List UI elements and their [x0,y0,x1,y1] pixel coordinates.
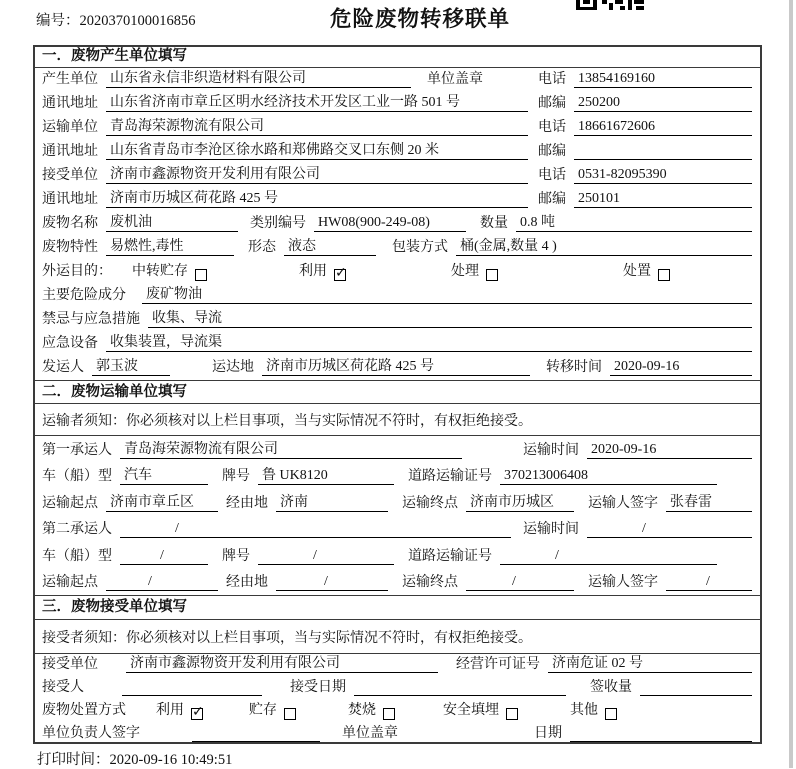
plate1-label: 牌号 [222,469,250,484]
trans-value: 青岛海荣源物流有限公司 [106,115,528,136]
amount-value [640,679,752,696]
addr2-value: 山东省青岛市李沧区徐水路和郑佛路交叉口东侧 20 米 [106,139,528,160]
carrier2-label: 第二承运人 [42,522,112,537]
transfer-time-label: 转移时间 [546,360,602,375]
accept-person-value [122,679,262,696]
addr1-zip-value: 250200 [574,95,752,112]
purpose-label: 外运目的： [42,264,112,279]
recv-phone-value: 0531-82095390 [574,167,752,184]
section2-header: 二．废物运输单位填写 [35,380,760,404]
license-value: 济南危证 02 号 [548,652,752,673]
origin1-label: 运输起点 [42,495,98,511]
carrier2-time-label: 运输时间 [523,522,579,537]
sign-date-label: 日期 [534,726,562,741]
via2-label: 经由地 [226,575,268,590]
producer-address-row [35,92,760,116]
sign1-value: 张春雷 [666,491,752,512]
taboo-value: 收集、导流 [148,307,752,328]
sign2-label: 运输人签字 [588,575,658,590]
trait-value: 易燃性,毒性 [106,235,234,256]
trans-label: 运输单位 [42,120,98,135]
pack-label: 包装方式 [392,240,448,255]
waste-cat-label: 类别编号 [250,216,306,231]
accept-date-value [354,679,566,696]
page-title: 危险废物转移联单 [330,7,511,31]
vehicle2-label: 车（船）型 [42,548,112,564]
print-time [37,748,232,769]
checkbox-icon [506,708,518,720]
transporter-address-row [35,140,760,164]
disposal-option-use: 利用 ✓ [156,699,203,719]
end1-value: 济南市历城区 [466,491,574,512]
producer-seal-label: 单位盖章 [427,72,483,87]
via2-value: / [276,574,388,591]
receiver-address-row [35,188,760,212]
addr2-zip-value [574,143,752,160]
addr2-zip-label: 邮编 [538,144,566,159]
checkbox-checked-icon [191,708,203,720]
plate2-value: / [258,548,394,565]
waste-trait-row [35,236,760,260]
trans-phone-value: 18661672606 [574,119,752,136]
hazardous-waste-transfer-form [33,45,762,744]
dest-value: 济南市历城区荷花路 425 号 [262,355,530,376]
waste-qty-label: 数量 [480,216,508,231]
carrier1-row [35,436,760,463]
vehicle1-value: 汽车 [120,464,208,485]
checkbox-icon [195,269,207,281]
section2-notice: 运输者须知：你必须核对以上栏目事项，当与实际情况不符时，有权拒绝接受。 [35,404,760,436]
recv-label: 接受单位 [42,168,98,183]
responsible-sign-row [35,723,760,746]
plate1-value: 鲁 UK8120 [258,464,394,485]
trait-label: 废物特性 [42,240,98,255]
accept-date-label: 接受日期 [290,680,346,695]
checkbox-icon [658,269,670,281]
checkbox-icon [605,708,617,720]
trans-phone-label: 电话 [538,120,566,135]
end2-value: / [466,574,574,591]
page-right-edge [789,0,793,768]
accept-unit-row [35,654,760,677]
checkbox-icon [284,708,296,720]
carrier2-value: / [120,521,511,538]
hazard-row [35,284,760,308]
producer-row [35,68,760,92]
carrier1-time-label: 运输时间 [523,442,579,458]
carrier2-row [35,516,760,543]
producer-phone-label: 电话 [538,72,566,87]
sign2-value: / [666,574,752,591]
recv-value: 济南市鑫源物资开发利用有限公司 [106,163,528,184]
waste-name-label: 废物名称 [42,216,98,231]
responsible-sign-value [192,725,320,742]
recv-phone-label: 电话 [538,168,566,183]
vehicle1-row [35,463,760,490]
checkbox-icon [383,708,395,720]
purpose-option-use: 利用 ✓ [299,260,346,280]
section3-header: 三．废物接受单位填写 [35,595,760,620]
section1-header: 一．废物产生单位填写 [35,47,760,68]
form-label: 形态 [248,240,276,255]
sign1-label: 运输人签字 [588,495,658,511]
vehicle2-row [35,542,760,569]
purpose-row [35,260,760,284]
permit2-value: / [500,548,717,565]
end1-label: 运输终点 [402,495,458,511]
vehicle2-value: / [120,548,208,565]
carrier1-label: 第一承运人 [42,442,112,458]
hazard-value: 废矿物油 [142,283,752,304]
section3-notice: 接受者须知：你必须核对以上栏目事项，当与实际情况不符时，有权拒绝接受。 [35,620,760,654]
producer-label: 产生单位 [42,72,98,87]
plate2-label: 牌号 [222,548,250,564]
waste-name-row [35,212,760,236]
transporter-row [35,116,760,140]
taboo-row [35,308,760,332]
origin2-value: / [106,574,218,591]
print-time-value: 2020-09-16 10:49:51 [109,752,233,768]
unit-seal-label: 单位盖章 [342,726,398,741]
disposal-label: 废物处置方式 [42,703,126,718]
end2-label: 运输终点 [402,575,458,590]
sign-date-value [570,725,752,742]
equip-value: 收集装置，导流渠 [106,331,752,352]
waste-cat-value: HW08(900-249-08) [314,215,466,232]
checkbox-icon [486,269,498,281]
accept-person-label: 接受人 [42,680,84,695]
qr-code-icon [576,0,644,11]
accept-unit-label: 接受单位 [42,657,98,672]
via1-value: 济南 [276,491,388,512]
accept-unit-value: 济南市鑫源物资开发利用有限公司 [126,652,438,673]
hazard-label: 主要危险成分 [42,288,126,303]
producer-value: 山东省永信非织造材料有限公司 [106,67,411,88]
serial-value: 2020370100016856 [79,13,196,29]
waste-qty-value: 0.8 吨 [516,211,752,232]
permit2-label: 道路运输证号 [408,548,492,564]
purpose-option-dispose: 处置 [623,260,670,280]
taboo-label: 禁忌与应急措施 [42,312,140,327]
checkbox-checked-icon [334,269,346,281]
pack-value: 桶(金属,数量 4 ) [456,235,752,256]
shipper-row [35,356,760,380]
addr1-value: 山东省济南市章丘区明水经济技术开发区工业一路 501 号 [106,91,528,112]
carrier1-value: 青岛海荣源物流有限公司 [120,438,462,459]
route2-row [35,569,760,596]
permit1-label: 道路运输证号 [408,469,492,484]
purpose-option-treat: 处理 [451,260,498,280]
disposal-option-other: 其他 [570,699,617,719]
dest-label: 运达地 [212,360,254,375]
via1-label: 经由地 [226,495,268,511]
serial-label: 编号： [36,13,80,29]
route1-row [35,489,760,516]
disposal-option-storage: 贮存 [249,699,296,719]
form-value: 液态 [284,235,376,256]
addr3-zip-value: 250101 [574,191,752,208]
disposal-option-landfill: 安全填埋 [443,699,518,719]
print-time-label: 打印时间： [37,752,110,768]
responsible-sign-label: 单位负责人签字 [42,726,140,741]
origin2-label: 运输起点 [42,575,98,590]
transfer-time-value: 2020-09-16 [610,359,752,376]
addr2-label: 通讯地址 [42,144,98,159]
equipment-row [35,332,760,356]
carrier1-time-value: 2020-09-16 [587,442,752,459]
disposal-row [35,700,760,723]
equip-label: 应急设备 [42,336,98,351]
serial-number [36,9,196,30]
carrier2-time-value: / [587,521,752,538]
addr3-zip-label: 邮编 [538,192,566,207]
shipper-value: 郭玉波 [92,355,170,376]
receiver-row [35,164,760,188]
permit1-value: 370213006408 [500,468,717,485]
vehicle1-label: 车（船）型 [42,469,112,484]
addr1-label: 通讯地址 [42,96,98,111]
waste-name-value: 废机油 [106,211,238,232]
addr1-zip-label: 邮编 [538,96,566,111]
amount-label: 签收量 [590,680,632,695]
addr3-value: 济南市历城区荷花路 425 号 [106,187,528,208]
license-label: 经营许可证号 [456,657,540,672]
addr3-label: 通讯地址 [42,192,98,207]
origin1-value: 济南市章丘区 [106,491,218,512]
disposal-option-incinerate: 焚烧 [348,699,395,719]
producer-phone-value: 13854169160 [574,71,752,88]
purpose-option-transfer-storage: 中转贮存 [132,260,207,280]
shipper-label: 发运人 [42,360,84,375]
accept-person-row [35,677,760,700]
